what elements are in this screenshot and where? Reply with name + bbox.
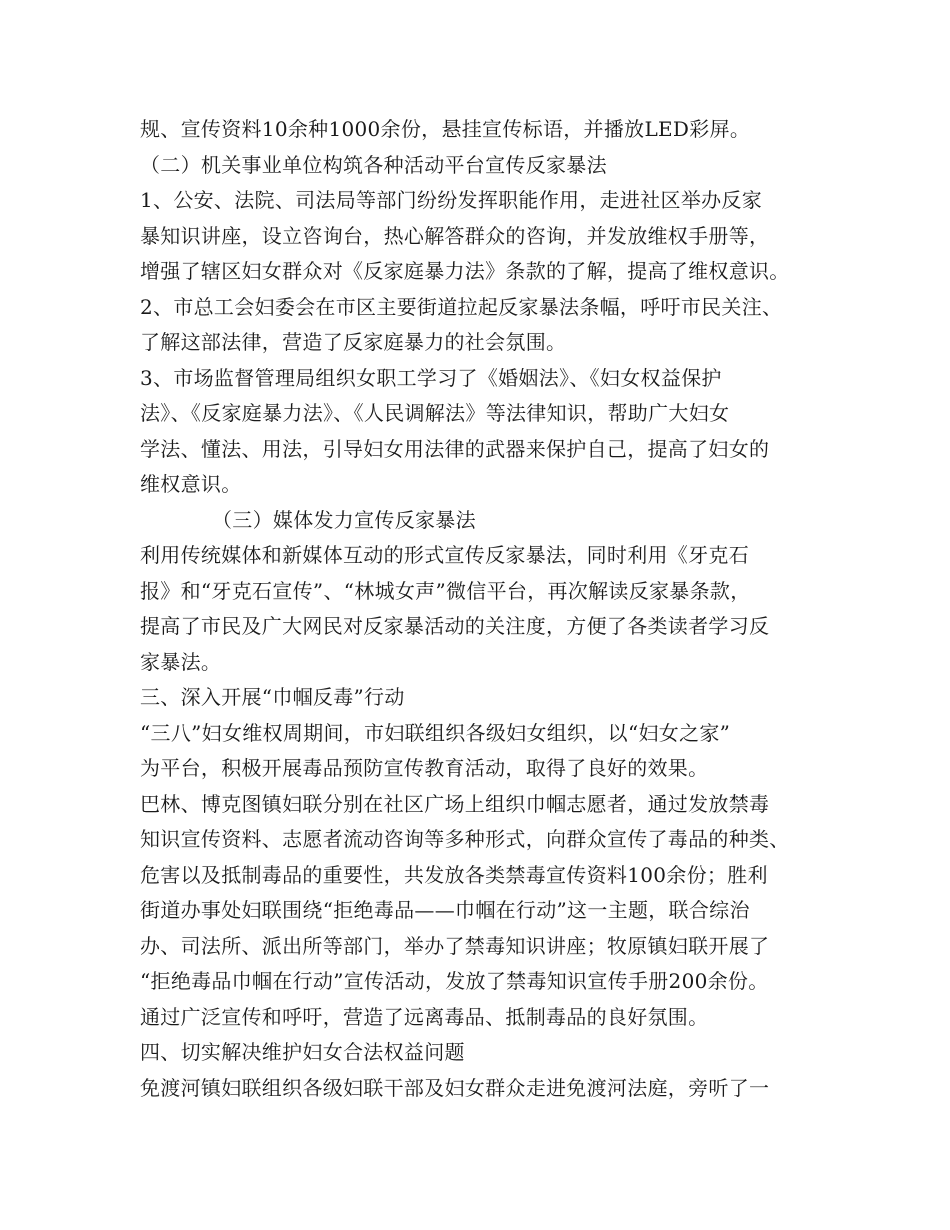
text-line: 街道办事处妇联围绕“拒绝毒品——巾帼在行动”这一主题，联合综治: [140, 898, 750, 922]
text-line: 报》和“牙克石宣传”、“林城女声”微信平台，再次解读反家暴条款，: [140, 578, 751, 603]
text-line: 学法、懂法、用法，引导妇女用法律的武器来保护自己，提高了妇女的: [140, 436, 770, 461]
text-line: 提高了市民及广大网民对反家暴活动的关注度，方便了各类读者学习反: [140, 614, 770, 638]
section-heading: （二）机关事业单位构筑各种活动平台宣传反家暴法: [140, 152, 607, 177]
text-line: 规、宣传资料10余种1000余份，悬挂宣传标语，并播放LED彩屏。: [140, 117, 751, 141]
text-line: 办、司法所、派出所等部门，举办了禁毒知识讲座；牧原镇妇联开展了: [140, 933, 770, 958]
section-heading: 三、深入开展“巾帼反毒”行动: [140, 685, 405, 709]
text-line: 增强了辖区妇女群众对《反家庭暴力法》条款的了解，提高了维权意识。: [140, 259, 790, 283]
text-line: 知识宣传资料、志愿者流动咨询等多种形式，向群众宣传了毒品的种类、: [140, 827, 790, 851]
text-line: 3、市场监督管理局组织女职工学习了《婚姻法》、《妇女权益保护: [140, 365, 722, 390]
section-heading: 四、切实解决维护妇女合法权益问题: [140, 1040, 465, 1064]
text-line: 为平台，积极开展毒品预防宣传教育活动，取得了良好的效果。: [140, 756, 709, 780]
text-line: 家暴法。: [140, 649, 222, 674]
text-line: 法》、《反家庭暴力法》、《人民调解法》等法律知识，帮助广大妇女: [140, 401, 730, 425]
text-line: 免渡河镇妇联组织各级妇联干部及妇女群众走进免渡河法庭，旁听了一: [140, 1075, 770, 1100]
text-line: 2、市总工会妇委会在市区主要街道拉起反家暴法条幅，呼吁市民关注、: [140, 294, 783, 319]
text-line: 维权意识。: [140, 472, 242, 496]
text-line: 暴知识讲座，设立咨询台，热心解答群众的咨询，并发放维权手册等，: [140, 223, 770, 248]
document-body: [140, 112, 830, 1106]
text-line: “拒绝毒品巾帼在行动”宣传活动，发放了禁毒知识宣传手册200余份。: [140, 969, 769, 993]
text-line: 1、公安、法院、司法局等部门纷纷发挥职能作用，走进社区举办反家: [140, 188, 763, 212]
text-line: 了解这部法律，营造了反家庭暴力的社会氛围。: [140, 330, 567, 354]
text-line: 巴林、博克图镇妇联分别在社区广场上组织巾帼志愿者，通过发放禁毒: [140, 791, 770, 816]
text-line: 利用传统媒体和新媒体互动的形式宣传反家暴法，同时利用《牙克石: [140, 543, 749, 567]
text-line: 通过广泛宣传和呼吁，营造了远离毒品、抵制毒品的良好氛围。: [140, 1004, 709, 1029]
section-heading: （三）媒体发力宣传反家暴法: [212, 507, 476, 532]
text-line: 危害以及抵制毒品的重要性，共发放各类禁毒宣传资料100余份；胜利: [140, 862, 768, 887]
text-line: “三八”妇女维权周期间，市妇联组织各级妇女组织，以“妇女之家”: [140, 720, 731, 745]
